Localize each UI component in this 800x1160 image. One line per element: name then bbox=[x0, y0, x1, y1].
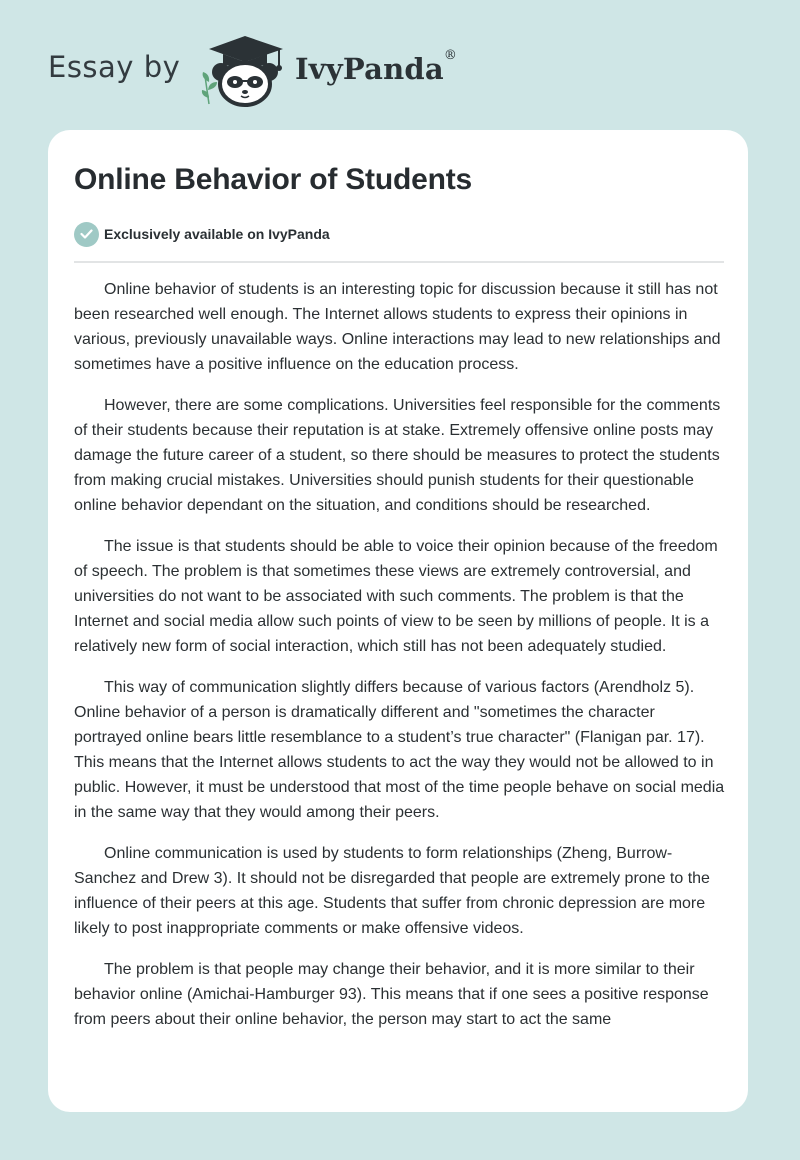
essay-by-label: Essay by bbox=[48, 50, 181, 84]
essay-paragraph: However, there are some complications. Universities feel responsible for the comments of their students because their reputation is at stake. Extremely offensive online posts may damage the future career of a student, so there should be measures to protect the students from making crucial mistakes. Universities should punish students for their questionable online behavior dependant on the situation, and conditions should be researched. bbox=[74, 397, 721, 514]
exclusive-badge bbox=[74, 221, 330, 247]
essay-card bbox=[48, 130, 748, 1112]
trademark-symbol: ® bbox=[443, 48, 458, 63]
essay-paragraph: The issue is that students should be able to voice their opinion because of the freedom of speech. The problem is that sometimes these views are extremely controversial, and universities do not want to be associated with such comments. The problem is that the Internet and social media allow such points of view to be seen by millions of people. It is a relatively new form of social interaction, which still has not been adequately studied. bbox=[74, 538, 718, 655]
panda-logo-icon[interactable] bbox=[201, 32, 289, 108]
site-header bbox=[0, 0, 800, 120]
essay-paragraph: The problem is that people may change their behavior, and it is more similar to their behavior online (Amichai-Hamburger 93). This means that if one sees a positive response from peers about their online behavior, the person may start to act the same bbox=[74, 961, 709, 1028]
check-icon bbox=[74, 222, 99, 247]
brand-name[interactable] bbox=[295, 48, 458, 86]
panda-graduation-cap-icon bbox=[201, 32, 289, 108]
essay-paragraph: Online communication is used by students to form relationships (Zheng, Burrow-Sanchez and Drew 3). It should not be disregarded that people are extremely prone to the influence of their peers at this age. Students that suffer from chronic depression are more likely to post inappropriate comments or make offensive videos. bbox=[74, 845, 710, 937]
page-title: Online Behavior of Students bbox=[74, 163, 472, 196]
essay-body bbox=[74, 277, 726, 1048]
exclusive-badge-label: Exclusively available on IvyPanda bbox=[104, 226, 330, 242]
title-divider bbox=[74, 261, 724, 263]
essay-paragraph: This way of communication slightly differs because of various factors (Arendholz 5). Online behavior of a person is dramatically different and "sometimes the character portrayed online bears little resemblance to a student’s true character" (Flanigan par. 17). This means that the Internet allows students to act the way they would not be allowed to in public. However, it must be understood that most of the time people behave on social media in the same way that they would among their peers. bbox=[74, 679, 725, 821]
brand-text: IvyPanda bbox=[295, 52, 444, 86]
essay-paragraph: Online behavior of students is an interesting topic for discussion because it still has not been researched well enough. The Internet allows students to express their opinions in various, previously unavailable ways. Online interactions may lead to new relationships and sometimes have a positive influence on the education process. bbox=[74, 281, 721, 373]
